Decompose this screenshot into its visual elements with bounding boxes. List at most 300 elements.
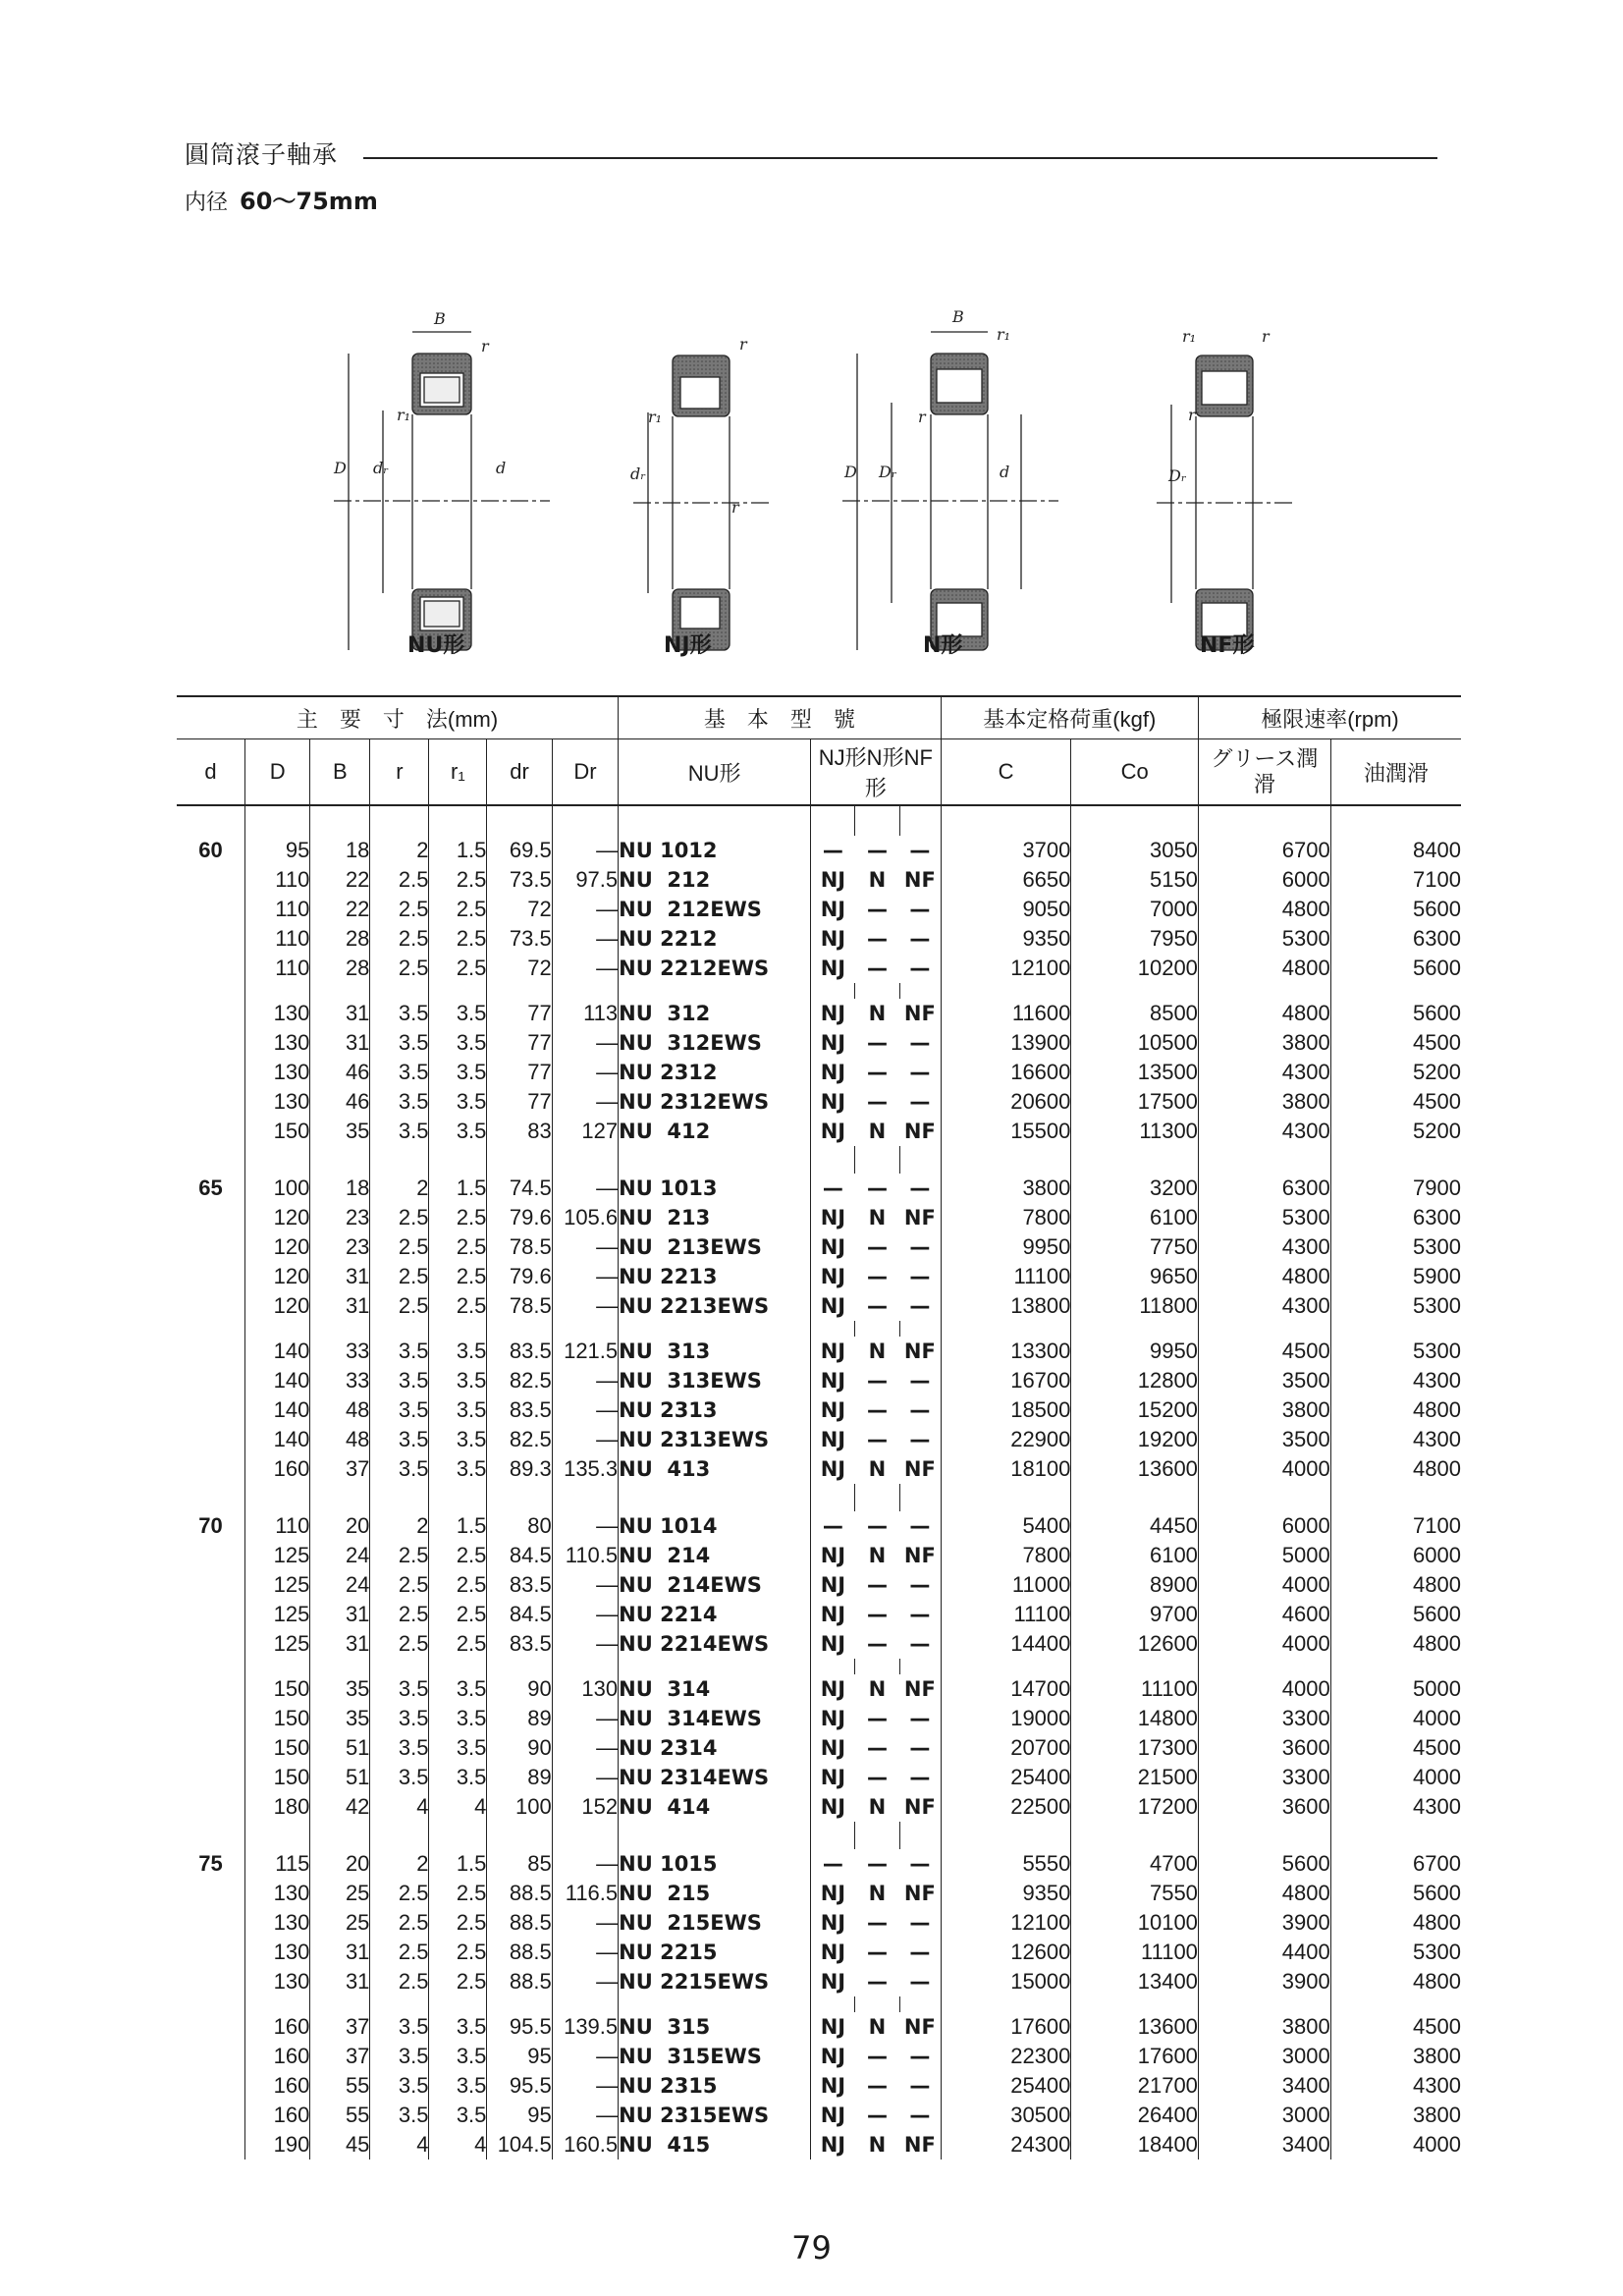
outer-diameter: 120: [245, 1262, 310, 1291]
grease-speed: 3600: [1198, 1733, 1330, 1763]
outer-diameter: 150: [245, 1117, 310, 1146]
oil-speed: 8400: [1330, 836, 1461, 865]
dr-value: 73.5: [487, 865, 552, 895]
svg-text:r: r: [1188, 406, 1196, 424]
nu-designation: NU 2212: [619, 924, 811, 954]
chamfer-r1: 2.5: [429, 1600, 487, 1629]
nf-variant: NF: [903, 1677, 936, 1701]
chamfer-r: 3.5: [370, 1117, 429, 1146]
bore-diameter: [177, 1058, 245, 1087]
nu-designation: NU 412: [619, 1117, 811, 1146]
dynamic-load: 11100: [941, 1262, 1071, 1291]
Dr-value: 130: [552, 1674, 618, 1704]
chamfer-r: 2.5: [370, 1879, 429, 1908]
chamfer-r1: 1.5: [429, 836, 487, 865]
static-load: 3200: [1071, 1174, 1199, 1203]
Dr-value: —: [552, 1232, 618, 1262]
Dr-value: 139.5: [552, 2012, 618, 2042]
grease-speed: 4800: [1198, 999, 1330, 1028]
nf-variant: —: [909, 1294, 931, 1318]
dynamic-load: 14400: [941, 1629, 1071, 1659]
nj-variant: NJ: [811, 1058, 855, 1087]
Dr-value: —: [552, 954, 618, 983]
nj-variant: NJ: [811, 1262, 855, 1291]
width: 20: [310, 1849, 370, 1879]
nf-variant: —: [909, 1970, 931, 1994]
dynamic-load: 16600: [941, 1058, 1071, 1087]
nf-variant: NF: [903, 1795, 936, 1819]
width: 28: [310, 954, 370, 983]
Dr-value: 97.5: [552, 865, 618, 895]
chamfer-r1: 2.5: [429, 1203, 487, 1232]
grease-speed: 3800: [1198, 1395, 1330, 1425]
dr-value: 72: [487, 895, 552, 924]
nu-designation: NU 213: [619, 1203, 811, 1232]
width: 48: [310, 1425, 370, 1454]
bore-diameter: [177, 1733, 245, 1763]
width: 31: [310, 1291, 370, 1321]
Dr-value: —: [552, 924, 618, 954]
oil-speed: 4000: [1330, 1704, 1461, 1733]
table-row: [177, 1879, 1461, 1908]
chamfer-r: 2.5: [370, 1908, 429, 1938]
n-variant: —: [866, 1766, 888, 1789]
nj-variant: NJ: [811, 1366, 855, 1395]
Dr-value: 116.5: [552, 1879, 618, 1908]
n-variant: —: [866, 2104, 888, 2127]
dynamic-load: 20600: [941, 1087, 1071, 1117]
dr-value: 100: [487, 1792, 552, 1822]
width: 37: [310, 2042, 370, 2071]
chamfer-r1: 1.5: [429, 1849, 487, 1879]
chamfer-r: 2.5: [370, 1541, 429, 1570]
n-variant: —: [866, 957, 888, 980]
n-variant: —: [866, 1736, 888, 1760]
chamfer-r: 3.5: [370, 1395, 429, 1425]
table-row: [177, 1733, 1461, 1763]
dynamic-load: 13800: [941, 1291, 1071, 1321]
nf-variant: NF: [903, 1457, 936, 1481]
chamfer-r: 3.5: [370, 1763, 429, 1792]
static-load: 15200: [1071, 1395, 1199, 1425]
static-load: 7950: [1071, 924, 1199, 954]
chamfer-r1: 3.5: [429, 999, 487, 1028]
static-load: 9950: [1071, 1337, 1199, 1366]
Dr-value: —: [552, 1291, 618, 1321]
Dr-value: —: [552, 1395, 618, 1425]
block-spacer: [177, 983, 1461, 999]
svg-text:r₁: r₁: [397, 406, 411, 424]
grease-speed: 5600: [1198, 1849, 1330, 1879]
outer-diameter: 115: [245, 1849, 310, 1879]
bore-diameter: [177, 2101, 245, 2130]
nf-type-diagram: [1157, 355, 1294, 650]
table-row: [177, 1629, 1461, 1659]
nj-variant: NJ: [811, 924, 855, 954]
outer-diameter: 160: [245, 2012, 310, 2042]
table-row: [177, 954, 1461, 983]
dynamic-load: 9350: [941, 1879, 1071, 1908]
dr-value: 77: [487, 1058, 552, 1087]
dynamic-load: 3700: [941, 836, 1071, 865]
page-subtitle: [185, 182, 378, 216]
width: 33: [310, 1366, 370, 1395]
nj-variant: NJ: [811, 1570, 855, 1600]
grease-speed: 4000: [1198, 1674, 1330, 1704]
static-load: 8900: [1071, 1570, 1199, 1600]
static-load: 17600: [1071, 2042, 1199, 2071]
oil-speed: 5300: [1330, 1232, 1461, 1262]
static-load: 21700: [1071, 2071, 1199, 2101]
nu-designation: NU 212EWS: [619, 895, 811, 924]
nu-designation: NU 2315EWS: [619, 2101, 811, 2130]
width: 24: [310, 1570, 370, 1600]
svg-text:D: D: [334, 459, 347, 477]
table-row: [177, 1938, 1461, 1967]
n-variant: —: [866, 839, 888, 862]
n-variant: —: [866, 1428, 888, 1451]
table-row: [177, 1704, 1461, 1733]
bore-diameter: [177, 2071, 245, 2101]
chamfer-r: 3.5: [370, 2042, 429, 2071]
oil-speed: 4800: [1330, 1395, 1461, 1425]
nj-variant: NJ: [811, 1600, 855, 1629]
diagram-label-nu: NU形: [407, 633, 465, 658]
nf-variant: —: [909, 839, 931, 862]
chamfer-r: 3.5: [370, 1087, 429, 1117]
Dr-value: —: [552, 1366, 618, 1395]
page-title: 圓筒滾子軸承: [185, 140, 339, 169]
width: 35: [310, 1117, 370, 1146]
dr-value: 77: [487, 1087, 552, 1117]
n-variant: —: [866, 1061, 888, 1084]
grease-speed: 3000: [1198, 2042, 1330, 2071]
oil-speed: 4300: [1330, 2071, 1461, 2101]
grease-speed: 6300: [1198, 1174, 1330, 1203]
dr-value: 104.5: [487, 2130, 552, 2159]
dynamic-load: 13300: [941, 1337, 1071, 1366]
outer-diameter: 140: [245, 1425, 310, 1454]
chamfer-r: 3.5: [370, 2101, 429, 2130]
nu-designation: NU 2215: [619, 1938, 811, 1967]
nf-variant: —: [909, 1852, 931, 1876]
grease-speed: 3400: [1198, 2071, 1330, 2101]
chamfer-r1: 2.5: [429, 954, 487, 983]
bore-diameter: [177, 1704, 245, 1733]
n-variant: N: [868, 1677, 887, 1701]
oil-speed: 5200: [1330, 1058, 1461, 1087]
nj-variant: NJ: [811, 999, 855, 1028]
nf-variant: —: [909, 2074, 931, 2098]
svg-text:B: B: [434, 309, 446, 328]
oil-speed: 5600: [1330, 999, 1461, 1028]
nj-variant: NJ: [811, 1232, 855, 1262]
chamfer-r: 2.5: [370, 954, 429, 983]
width: 22: [310, 895, 370, 924]
chamfer-r1: 3.5: [429, 2012, 487, 2042]
nu-designation: NU 2214EWS: [619, 1629, 811, 1659]
table-row: [177, 1967, 1461, 1996]
static-load: 12600: [1071, 1629, 1199, 1659]
dr-value: 88.5: [487, 1908, 552, 1938]
dynamic-load: 7800: [941, 1203, 1071, 1232]
chamfer-r1: 3.5: [429, 1337, 487, 1366]
outer-diameter: 110: [245, 954, 310, 983]
static-load: 17500: [1071, 1087, 1199, 1117]
n-variant: —: [866, 1176, 888, 1200]
width: 31: [310, 1600, 370, 1629]
width: 23: [310, 1232, 370, 1262]
outer-diameter: 140: [245, 1337, 310, 1366]
static-load: 5150: [1071, 865, 1199, 895]
oil-speed: 4800: [1330, 1454, 1461, 1484]
group-spacer: [177, 1484, 1461, 1511]
dynamic-load: 18100: [941, 1454, 1071, 1484]
table-row: [177, 1291, 1461, 1321]
table-row: [177, 1511, 1461, 1541]
Dr-value: —: [552, 2101, 618, 2130]
n-variant: N: [868, 2015, 887, 2039]
grease-speed: 3400: [1198, 2130, 1330, 2159]
table-row: [177, 1087, 1461, 1117]
nf-variant: NF: [903, 868, 936, 892]
outer-diameter: 160: [245, 2101, 310, 2130]
dr-value: 90: [487, 1674, 552, 1704]
width: 51: [310, 1763, 370, 1792]
dr-value: 90: [487, 1733, 552, 1763]
nf-variant: —: [909, 2045, 931, 2068]
oil-speed: 4800: [1330, 1908, 1461, 1938]
nu-designation: NU 214EWS: [619, 1570, 811, 1600]
nj-variant: NJ: [811, 2071, 855, 2101]
chamfer-r: 3.5: [370, 1733, 429, 1763]
table-row: [177, 1763, 1461, 1792]
grease-speed: 4500: [1198, 1337, 1330, 1366]
chamfer-r1: 2.5: [429, 1541, 487, 1570]
static-load: 7550: [1071, 1879, 1199, 1908]
nf-variant: NF: [903, 1002, 936, 1025]
width: 48: [310, 1395, 370, 1425]
dynamic-load: 15500: [941, 1117, 1071, 1146]
n-variant: —: [866, 1398, 888, 1422]
outer-diameter: 190: [245, 2130, 310, 2159]
chamfer-r1: 3.5: [429, 1704, 487, 1733]
chamfer-r: 2.5: [370, 1232, 429, 1262]
n-variant: N: [868, 1457, 887, 1481]
Dr-value: 160.5: [552, 2130, 618, 2159]
col-oil: 油潤滑: [1330, 739, 1461, 806]
grease-speed: 3300: [1198, 1763, 1330, 1792]
bore-diameter: [177, 1541, 245, 1570]
oil-speed: 4800: [1330, 1629, 1461, 1659]
grease-speed: 4600: [1198, 1600, 1330, 1629]
outer-diameter: 140: [245, 1366, 310, 1395]
svg-text:r: r: [481, 337, 489, 355]
grease-speed: 5300: [1198, 1203, 1330, 1232]
nf-variant: —: [909, 1603, 931, 1626]
dr-value: 89: [487, 1763, 552, 1792]
width: 22: [310, 865, 370, 895]
Dr-value: —: [552, 1849, 618, 1879]
bore-diameter: [177, 2012, 245, 2042]
chamfer-r: 2.5: [370, 1967, 429, 1996]
diagram-label-nj: NJ形: [664, 633, 712, 658]
outer-diameter: 120: [245, 1203, 310, 1232]
table-row: [177, 1174, 1461, 1203]
dynamic-load: 9050: [941, 895, 1071, 924]
dynamic-load: 9350: [941, 924, 1071, 954]
header-dims: 主 要 寸 法(mm): [177, 696, 619, 739]
chamfer-r: 3.5: [370, 1454, 429, 1484]
n-variant: N: [868, 1339, 887, 1363]
grease-speed: 4800: [1198, 1879, 1330, 1908]
static-load: 9650: [1071, 1262, 1199, 1291]
chamfer-r: 3.5: [370, 999, 429, 1028]
chamfer-r1: 1.5: [429, 1174, 487, 1203]
table-row: [177, 1366, 1461, 1395]
n-variant: —: [866, 1369, 888, 1393]
chamfer-r1: 3.5: [429, 1366, 487, 1395]
nu-designation: NU 2215EWS: [619, 1967, 811, 1996]
outer-diameter: 95: [245, 836, 310, 865]
Dr-value: —: [552, 1262, 618, 1291]
outer-diameter: 130: [245, 1967, 310, 1996]
static-load: 11100: [1071, 1938, 1199, 1967]
nj-variant: NJ: [811, 1938, 855, 1967]
bore-diameter: [177, 1454, 245, 1484]
svg-text:Dᵣ: Dᵣ: [879, 463, 897, 481]
outer-diameter: 130: [245, 1028, 310, 1058]
dr-value: 79.6: [487, 1203, 552, 1232]
svg-text:dᵣ: dᵣ: [630, 465, 646, 483]
grease-speed: 5000: [1198, 1541, 1330, 1570]
chamfer-r1: 2.5: [429, 1967, 487, 1996]
group-spacer: [177, 1822, 1461, 1849]
block-spacer: [177, 1659, 1461, 1674]
chamfer-r: 3.5: [370, 1337, 429, 1366]
static-load: 4450: [1071, 1511, 1199, 1541]
svg-text:r₁: r₁: [997, 325, 1011, 344]
width: 31: [310, 1262, 370, 1291]
dr-value: 73.5: [487, 924, 552, 954]
outer-diameter: 150: [245, 1733, 310, 1763]
n-variant: N: [868, 1544, 887, 1567]
nf-variant: NF: [903, 1544, 936, 1567]
nu-designation: NU 315EWS: [619, 2042, 811, 2071]
static-load: 19200: [1071, 1425, 1199, 1454]
table-row: [177, 2101, 1461, 2130]
static-load: 9700: [1071, 1600, 1199, 1629]
nu-designation: NU 214: [619, 1541, 811, 1570]
chamfer-r: 2: [370, 1849, 429, 1879]
bore-diameter: [177, 1967, 245, 1996]
width: 24: [310, 1541, 370, 1570]
dynamic-load: 7800: [941, 1541, 1071, 1570]
dr-value: 83: [487, 1117, 552, 1146]
table-row: [177, 895, 1461, 924]
col-nj-n-nf: NJ形N形NF形: [811, 739, 942, 806]
oil-speed: 5600: [1330, 895, 1461, 924]
svg-text:r: r: [731, 498, 739, 517]
nu-designation: NU 2314EWS: [619, 1763, 811, 1792]
bore-diameter: [177, 1262, 245, 1291]
dr-value: 79.6: [487, 1262, 552, 1291]
oil-speed: 5600: [1330, 1879, 1461, 1908]
dynamic-load: 11100: [941, 1600, 1071, 1629]
dr-value: 72: [487, 954, 552, 983]
dr-value: 95.5: [487, 2012, 552, 2042]
nu-designation: NU 314: [619, 1674, 811, 1704]
static-load: 13500: [1071, 1058, 1199, 1087]
static-load: 12800: [1071, 1366, 1199, 1395]
chamfer-r: 3.5: [370, 1425, 429, 1454]
chamfer-r1: 1.5: [429, 1511, 487, 1541]
n-variant: N: [868, 1795, 887, 1819]
Dr-value: 135.3: [552, 1454, 618, 1484]
dr-value: 95: [487, 2042, 552, 2071]
outer-diameter: 125: [245, 1570, 310, 1600]
nf-variant: —: [909, 1369, 931, 1393]
chamfer-r1: 2.5: [429, 1629, 487, 1659]
oil-speed: 5900: [1330, 1262, 1461, 1291]
table-row: [177, 1792, 1461, 1822]
svg-text:d: d: [496, 459, 507, 477]
width: 31: [310, 1629, 370, 1659]
static-load: 11800: [1071, 1291, 1199, 1321]
Dr-value: —: [552, 1511, 618, 1541]
static-load: 10500: [1071, 1028, 1199, 1058]
chamfer-r: 2.5: [370, 1600, 429, 1629]
nf-variant: NF: [903, 2015, 936, 2039]
table-row: [177, 1058, 1461, 1087]
nj-variant: NJ: [811, 1792, 855, 1822]
table-row: [177, 1232, 1461, 1262]
grease-speed: 4800: [1198, 1262, 1330, 1291]
chamfer-r1: 3.5: [429, 2101, 487, 2130]
oil-speed: 6000: [1330, 1541, 1461, 1570]
nf-variant: —: [909, 1514, 931, 1538]
chamfer-r1: 3.5: [429, 1058, 487, 1087]
subtitle-prefix: 内径: [185, 191, 229, 215]
Dr-value: —: [552, 2042, 618, 2071]
col-r: r: [370, 739, 429, 806]
oil-speed: 5600: [1330, 954, 1461, 983]
width: 25: [310, 1908, 370, 1938]
grease-speed: 3000: [1198, 2101, 1330, 2130]
nj-variant: NJ: [811, 1763, 855, 1792]
svg-text:r: r: [739, 335, 747, 354]
col-B: B: [310, 739, 370, 806]
static-load: 17300: [1071, 1733, 1199, 1763]
n-variant: N: [868, 2133, 887, 2157]
static-load: 13600: [1071, 2012, 1199, 2042]
Dr-value: 127: [552, 1117, 618, 1146]
width: 28: [310, 924, 370, 954]
dr-value: 84.5: [487, 1600, 552, 1629]
outer-diameter: 140: [245, 1395, 310, 1425]
dynamic-load: 22500: [941, 1792, 1071, 1822]
n-variant: —: [866, 1031, 888, 1055]
dynamic-load: 22300: [941, 2042, 1071, 2071]
table-spacer: [177, 805, 1461, 836]
nf-variant: NF: [903, 1120, 936, 1143]
Dr-value: 105.6: [552, 1203, 618, 1232]
nu-designation: NU 2313: [619, 1395, 811, 1425]
nj-type-diagram: [633, 355, 771, 650]
nu-designation: NU 312: [619, 999, 811, 1028]
outer-diameter: 125: [245, 1541, 310, 1570]
nf-variant: —: [909, 1911, 931, 1935]
